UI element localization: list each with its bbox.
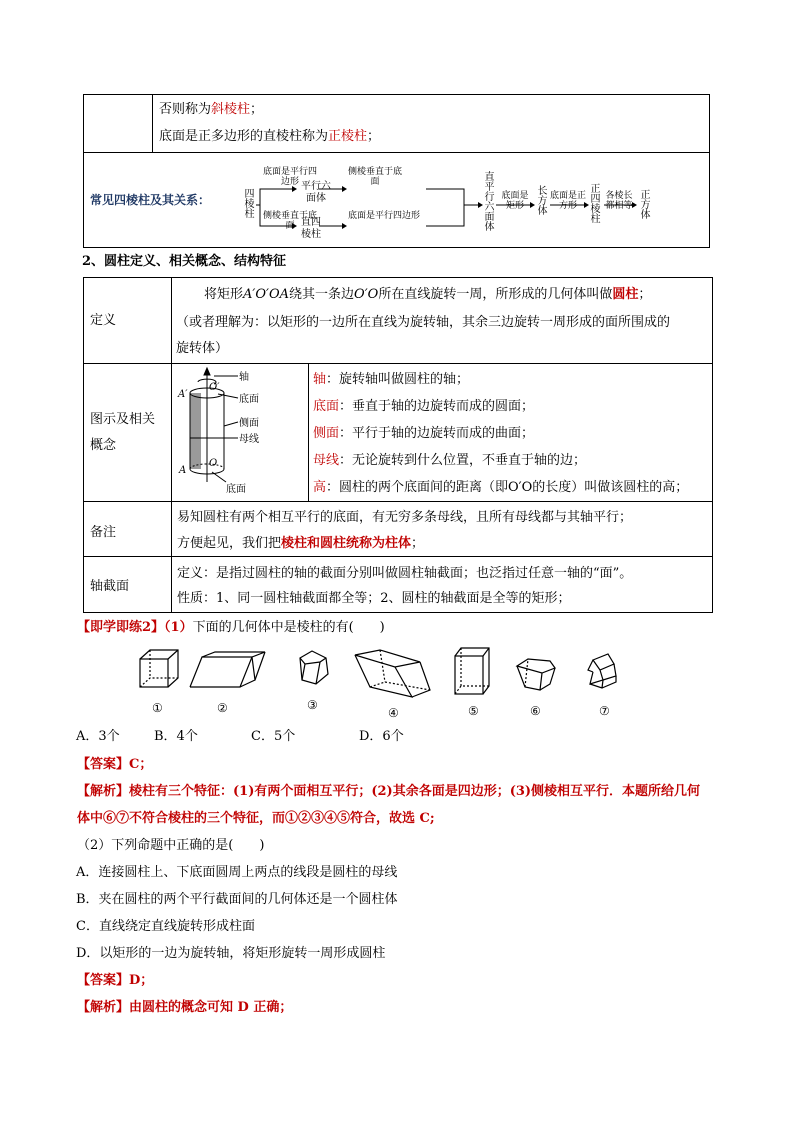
- table2-fig-divider: [308, 363, 309, 501]
- label-point-o-prime: O′: [209, 382, 220, 393]
- table1-divider-vertical: [152, 95, 153, 152]
- table2-row-divider-2: [84, 501, 712, 502]
- table2-row-divider-3: [84, 556, 712, 557]
- label-axis: 轴: [239, 372, 249, 383]
- table1-row1-line2: 底面是正多边形的直棱柱称为正棱柱；: [159, 129, 381, 144]
- label-rectangle-base: 底面是矩形: [501, 191, 529, 211]
- practice-question-1: 【即学即练2】（1）下面的几何体中是棱柱的有( ): [77, 620, 385, 635]
- label-top-base: 底面: [239, 394, 259, 405]
- note-line1: 易知圆柱有两个相互平行的底面，有无穷多条母线，且所有母线都与其轴平行；: [177, 510, 633, 525]
- axial-section-line2: 性质：1、同一圆柱轴截面都全等；2、圆柱的轴截面是全等的矩形；: [177, 591, 571, 606]
- label-point-a: A: [179, 465, 187, 476]
- q2-option-a: A．连接圆柱上、下底面圆周上两点的线段是圆柱的母线: [76, 865, 398, 880]
- label-parallelogram-base-bottom: 底面是平行四边形: [347, 211, 420, 221]
- note-line2: 方便起见，我们把棱柱和圆柱统称为柱体；: [177, 536, 425, 551]
- label-square-base: 底面是正方形: [550, 191, 587, 211]
- concept-height: 高：圆柱的两个底面间的距离（即O′O的长度）叫做该圆柱的高；: [313, 480, 689, 495]
- label-parallelogram-base-top: 底面是平行四边形: [262, 167, 317, 187]
- q2-analysis: 【解析】由圆柱的概念可知 D 正确；: [77, 1000, 293, 1015]
- label-equal-edges: 各棱长都相等: [605, 191, 633, 211]
- term-cylinder: 圆柱: [612, 287, 639, 302]
- solid-number-6: ⑥: [530, 704, 541, 718]
- q1-answer: 【答案】C；: [77, 757, 153, 772]
- q1-option-d: D．6个: [359, 729, 404, 744]
- term-oblique-prism: 斜棱柱: [211, 102, 251, 117]
- figure-label-2: 概念: [90, 438, 117, 453]
- label-point-o: O: [209, 458, 218, 469]
- axial-section-label: 轴截面: [90, 579, 130, 594]
- solid-number-7: ⑦: [599, 704, 610, 718]
- table1-row1-line1: 否则称为斜棱柱；: [159, 102, 264, 117]
- label-bottom-base: 底面: [226, 484, 246, 495]
- concept-lateral-surface: 侧面：平行于轴的边旋转而成的曲面；: [313, 426, 535, 441]
- table1-row2-label: 常见四棱柱及其关系：: [90, 193, 211, 207]
- term-cylinder-prism-body: 棱柱和圆柱统称为柱体: [281, 536, 412, 551]
- label-lateral-surface: 侧面: [239, 418, 259, 429]
- q1-option-b: B．4个: [154, 729, 198, 744]
- label-point-a-prime: A′: [178, 389, 188, 400]
- q1-option-c: C．5个: [251, 729, 296, 744]
- q2-answer: 【答案】D；: [77, 973, 154, 988]
- node-parallelepiped: 平行六面体: [301, 181, 331, 204]
- concept-base: 底面：垂直于轴的边旋转而成的圆面；: [313, 399, 535, 414]
- table2: [83, 277, 713, 613]
- table1: [83, 94, 710, 248]
- solid-number-5: ⑤: [468, 704, 479, 718]
- q2-option-c: C．直线绕定直线旋转形成柱面: [76, 919, 255, 934]
- q2-option-b: B．夹在圆柱的两个平行截面间的几何体还是一个圆柱体: [76, 892, 398, 907]
- solids-figure: [130, 642, 650, 722]
- term-regular-prism: 正棱柱: [328, 129, 368, 144]
- table2-col-divider: [171, 278, 172, 612]
- definition-line2: （或者理解为：以矩形的一边所在直线为旋转轴，其余三边旋转一周形成的面所围成的: [176, 315, 671, 330]
- section-title: 2、圆柱定义、相关概念、结构特征: [82, 254, 287, 269]
- q1-analysis-line1: 【解析】棱柱有三个特征：(1)有两个面相互平行；(2)其余各面是四边形；(3)侧棱相互平行．本题所给几何: [77, 784, 701, 799]
- q1-option-a: A．3个: [76, 729, 120, 744]
- q1-analysis-line2: 体中⑥⑦不符合棱柱的三个特征，而①②③④⑤符合，故选 C;: [77, 811, 435, 826]
- definition-line3: 旋转体）: [176, 341, 229, 356]
- solid-number-1: ①: [152, 701, 163, 715]
- cylinder-diagram: [176, 366, 306, 498]
- node-right-quadrangular-prism: 直四棱柱: [301, 217, 321, 240]
- concept-axis: 轴：旋转轴叫做圆柱的轴；: [313, 372, 470, 387]
- axial-section-line1: 定义：是指过圆柱的轴的截面分别叫做圆柱轴截面；也泛指过任意一轴的“面”。: [177, 566, 633, 581]
- label-lateral-perpendicular-bottom: 侧棱垂直于底面: [262, 211, 317, 231]
- label-generatrix: 母线: [239, 434, 259, 445]
- solid-number-2: ②: [217, 701, 228, 715]
- q2-option-d: D．以矩形的一边为旋转轴，将矩形旋转一周形成圆柱: [76, 946, 386, 961]
- note-label: 备注: [90, 525, 117, 540]
- solid-number-4: ④: [388, 706, 399, 720]
- definition-line1: 将矩形A′O′OA绕其一条边O′O所在直线旋转一周，所形成的几何体叫做圆柱；: [204, 287, 652, 302]
- node-cube: 正方体: [640, 190, 651, 221]
- node-right-parallelepiped: 直平行六面体: [484, 172, 495, 233]
- table1-divider-horizontal: [84, 152, 709, 153]
- concept-generatrix: 母线：无论旋转到什么位置，不垂直于轴的边；: [313, 453, 587, 468]
- node-regular-quadrangular-prism: 正四棱柱: [590, 184, 601, 225]
- definition-label: 定义: [90, 313, 117, 328]
- label-lateral-perpendicular-top: 侧棱垂直于底面: [348, 167, 403, 187]
- figure-label-1: 图示及相关: [90, 412, 156, 427]
- node-quadrangular-prism: 四棱柱: [244, 189, 255, 220]
- quadrangular-prism-relation-diagram: [234, 165, 704, 249]
- table2-row-divider-1: [84, 363, 712, 364]
- q2-stem: （2）下列命题中正确的是( ): [77, 838, 265, 853]
- node-cuboid: 长方体: [537, 186, 548, 217]
- solid-number-3: ③: [307, 698, 318, 712]
